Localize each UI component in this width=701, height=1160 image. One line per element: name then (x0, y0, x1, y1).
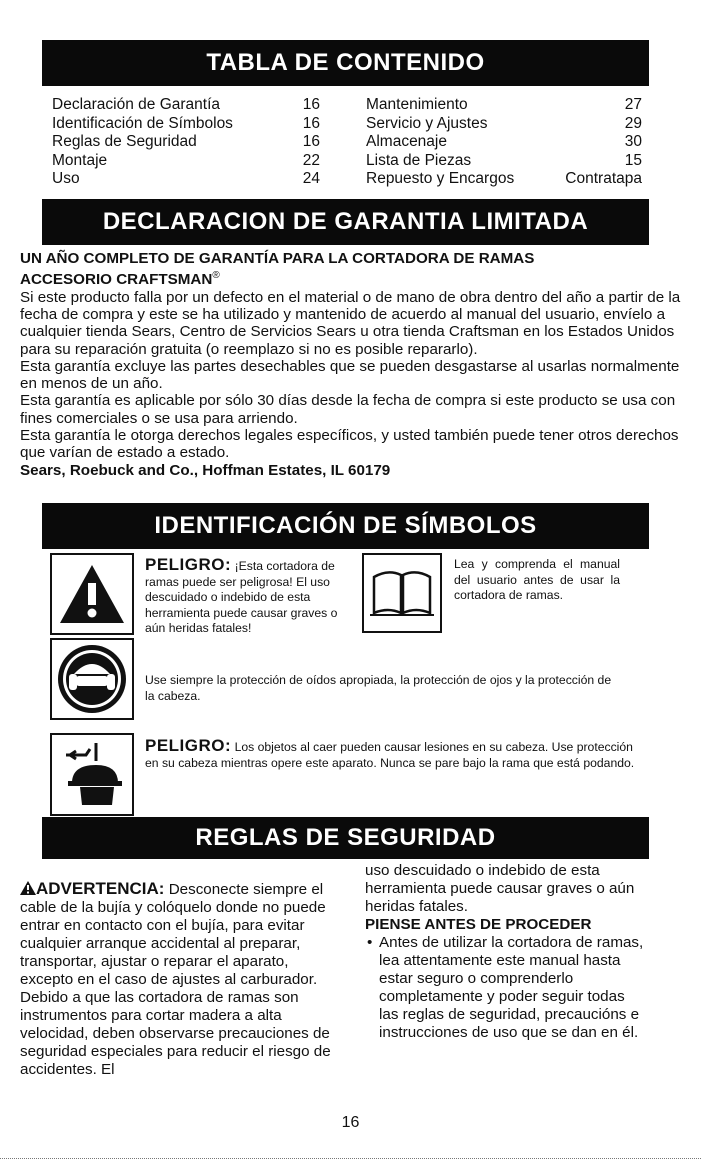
toc-entry-label: Identificación de Símbolos (52, 114, 233, 132)
warning-label: ADVERTENCIA: (36, 879, 165, 898)
safety-title: REGLAS DE SEGURIDAD (195, 824, 496, 851)
warning-triangle-symbol (50, 553, 134, 635)
danger-label: PELIGRO: (145, 736, 232, 755)
toc-entry-page: 22 (302, 151, 320, 169)
read-manual-symbol (362, 553, 442, 633)
safety-paragraph-continued: uso descuidado o indebido de esta herramienta puede causar graves o aún heridas fatales. (365, 862, 635, 915)
warning-triangle-icon (52, 555, 132, 633)
symbols-title-bar (42, 503, 649, 549)
toc-entry-page: Contratapa (565, 170, 642, 187)
warning-text: Desconecte siempre el cable de la bujía y colóquelo donde no puede entrar en contacto con el bujía, para evitar cualquier arranque accidental al preparar, transportar, ajustar o reparar el aparato, excepto en el caso de ajustes al carburador. (20, 881, 326, 988)
toc-entry (366, 170, 642, 189)
toc-entry-page: 30 (624, 133, 642, 150)
warranty-title-bar (42, 199, 649, 245)
toc-entry-label: Almacenaje (366, 133, 447, 150)
warning-triangle-icon (20, 881, 36, 895)
toc-entry-label: Repuesto y Encargos (366, 170, 515, 187)
toc-left-column (52, 96, 320, 189)
toc-entry (366, 133, 642, 152)
danger-text-2 (145, 738, 645, 771)
protection-text (145, 673, 615, 704)
toc-entry-label: Mantenimiento (366, 96, 468, 113)
toc-right-column (366, 96, 642, 189)
safety-paragraph: Debido a que las cortadora de ramas son instrumentos para cortar madera a alta velocidad, deben observarse precauciones de seguridad especiales para reducir el riesgo de accidentes. El (20, 989, 331, 1078)
warranty-heading-line1: UN AÑO COMPLETO DE GARANTÍA PARA LA CORTADORA DE RAMAS (20, 250, 535, 267)
toc-entry (52, 96, 320, 115)
toc-entry-page: 29 (624, 114, 642, 132)
safety-bullet: • Antes de utilizar la cortadora de ramas, lea attentamente este manual hasta estar seguro o comprenderlo completamente y poder seguir todas las reglas de seguridad, precaucións e instrucciones de uso que se dan en él. (365, 934, 648, 1042)
toc-entry-label: Lista de Piezas (366, 151, 472, 169)
toc-entry-page: 16 (302, 96, 320, 113)
warranty-heading (20, 250, 685, 289)
toc-entry-page: 15 (624, 151, 642, 169)
protection-symbol (50, 638, 134, 720)
warranty-paragraph: Esta garantía es aplicable por sólo 30 días desde la fecha de compra si este producto se usa con fines comerciales o se usa para arriendo. (20, 392, 676, 427)
warranty-title: DECLARACION DE GARANTIA LIMITADA (102, 208, 589, 235)
protection-description: Use siempre la protección de oídos apropiada, la protección de ojos y la protección de la cabeza. (145, 673, 612, 703)
falling-object-symbol (50, 733, 134, 816)
falling-branch-head-icon (52, 735, 132, 814)
open-book-icon (364, 555, 440, 631)
registered-mark: ® (212, 270, 220, 282)
toc-entry (366, 96, 642, 115)
safety-left-column (20, 880, 338, 1079)
page-bottom-divider (0, 1158, 701, 1159)
toc-entry (52, 133, 320, 152)
toc-entry-label: Declaración de Garantía (52, 96, 221, 113)
warning-paragraph (20, 880, 338, 989)
symbols-title: IDENTIFICACIÓN DE SÍMBOLOS (154, 512, 537, 539)
warranty-paragraph: Esta garantía le otorga derechos legales específicos, y usted también puede tener otros derechos que varían de estado a estado. (20, 427, 679, 462)
toc-entry (52, 170, 320, 189)
warranty-address: Sears, Roebuck and Co., Hoffman Estates, IL 60179 (20, 461, 391, 479)
toc-entry-page: 27 (624, 96, 642, 113)
toc-entry-page: 16 (302, 133, 320, 150)
read-manual-text (454, 557, 620, 604)
toc-entry (52, 115, 320, 134)
toc-entry-label: Reglas de Seguridad (52, 133, 197, 150)
warranty-section (20, 250, 685, 479)
danger-text-1 (145, 557, 347, 637)
think-before-heading: PIENSE ANTES DE PROCEDER (365, 916, 592, 933)
toc-entry-page: 16 (302, 114, 320, 132)
safety-bullet-list (365, 934, 648, 1042)
toc-entry (366, 115, 642, 134)
toc-title: TABLA DE CONTENIDO (206, 49, 485, 76)
safety-right-column (365, 862, 648, 1042)
head-eye-ear-protection-icon (52, 640, 132, 718)
toc-entry (52, 152, 320, 171)
safety-title-bar (42, 817, 649, 859)
warranty-heading-line2: ACCESORIO CRAFTSMAN (20, 271, 213, 289)
toc-entry-label: Servicio y Ajustes (366, 114, 488, 132)
page-number: 16 (341, 1114, 360, 1131)
toc-title-bar (42, 40, 649, 86)
warranty-paragraph: Esta garantía excluye las partes desechables que se pueden desgastarse al usarlas normalmente en menos de un año. (20, 357, 680, 393)
toc-entry-label: Uso (52, 170, 80, 187)
toc-entry-label: Montaje (52, 151, 108, 169)
warranty-paragraph: Si este producto falla por un defecto en el material o de mano de obra dentro del año a partir de la fecha de compra y este se ha utilizado y mantenido de acuerdo al manual del usuario, envíelo a cualquier tienda Sears, Centro de Servicios Sears u otra tienda Craftsman en los Estados Unidos para su reparación gratuita (o reemplazo si no es posible repararlo). (20, 288, 681, 358)
danger-description: Los objetos al caer pueden causar lesiones en su cabeza. Use protección en su cabeza mientras opere este aparato. Nunca se pare bajo la rama que está podando. (145, 740, 635, 770)
danger-label: PELIGRO: (145, 555, 232, 574)
danger-description: ¡Esta cortadora de ramas puede ser peligrosa! El uso descuidado o indebido de esta herramienta puede causar graves o aún heridas fatales! (145, 559, 338, 635)
toc-entry (366, 152, 642, 171)
read-manual-description: Lea y comprenda el manual del usuario antes de usar la cortadora de ramas. (454, 557, 620, 602)
toc-entry-page: 24 (302, 170, 320, 187)
